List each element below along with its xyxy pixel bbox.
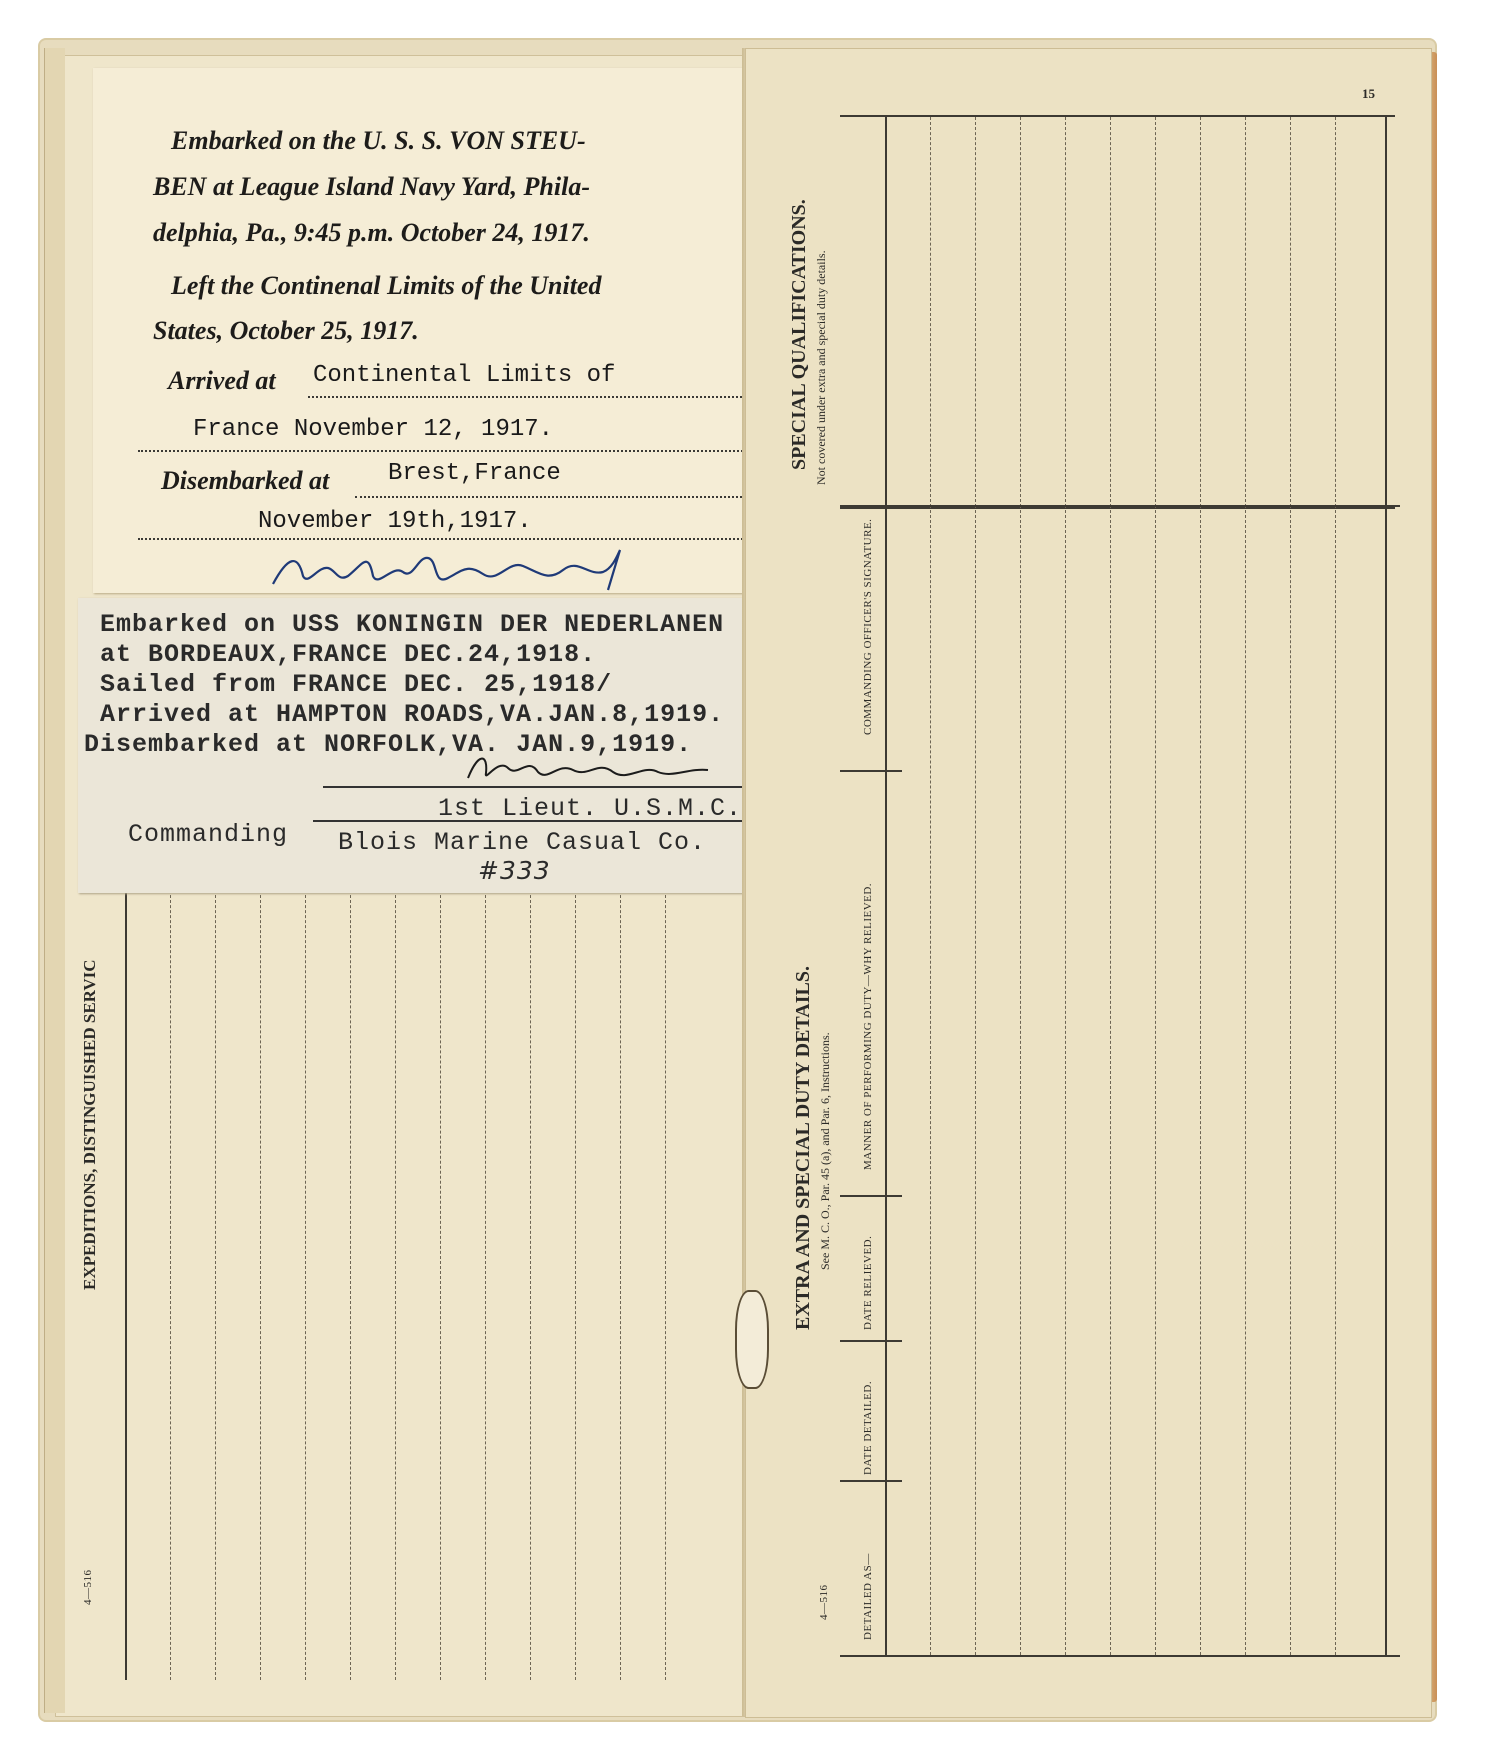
disembarked-value: Brest,France bbox=[388, 460, 561, 487]
arrived-value: Continental Limits of bbox=[313, 362, 616, 389]
left-page-edge bbox=[44, 48, 65, 1713]
embarkation-slip-1918 bbox=[78, 598, 750, 893]
signature-sutherland bbox=[268, 546, 628, 598]
left-side-heading: EXPEDITIONS, DISTINGUISHED SERVIC bbox=[80, 959, 99, 1290]
unit-name: Blois Marine Casual Co. bbox=[338, 828, 707, 857]
duty-details-subtitle: See M. C. O., Par. 45 (a), and Par. 6, Instructions. bbox=[818, 1032, 832, 1270]
page-number: 15 bbox=[1362, 86, 1375, 101]
left-form-number: 4—516 bbox=[82, 1569, 94, 1605]
slip2-line2: at BORDEAUX,FRANCE DEC.24,1918. bbox=[100, 640, 597, 669]
commanding-label: Commanding bbox=[128, 820, 289, 849]
slip1-line1: Embarked on the U. S. S. VON STEU- bbox=[171, 126, 586, 155]
unit-number: #333 bbox=[478, 856, 551, 885]
right-form-number: 4—516 bbox=[818, 1584, 830, 1620]
duty-details-title: EXTRA AND SPECIAL DUTY DETAILS. bbox=[792, 966, 814, 1330]
slip2-line5: Disembarked at NORFOLK,VA. JAN.9,1919. bbox=[84, 730, 693, 759]
slip1-line5: States, October 25, 1917. bbox=[153, 316, 419, 345]
disembarked-value-2: November 19th,1917. bbox=[258, 508, 532, 535]
arrived-value-2: France November 12, 1917. bbox=[193, 416, 554, 443]
slip1-line2: BEN at League Island Navy Yard, Phila- bbox=[153, 172, 590, 201]
slip2-line4: Arrived at HAMPTON ROADS,VA.JAN.8,1919. bbox=[100, 700, 725, 729]
column-co-signature: COMMANDING OFFICER'S SIGNATURE. bbox=[862, 518, 874, 735]
special-qualifications-table bbox=[840, 115, 1395, 509]
column-detailed-as: DETAILED AS— bbox=[862, 1553, 874, 1640]
special-qualifications-subtitle: Not covered under extra and special duty details. bbox=[814, 250, 828, 485]
slip1-line3: delphia, Pa., 9:45 p.m. October 24, 1917. bbox=[153, 218, 590, 247]
column-manner-of-duty: MANNER OF PERFORMING DUTY—WHY RELIEVED. bbox=[862, 882, 874, 1170]
duty-details-table bbox=[840, 505, 1400, 1657]
slip1-line4: Left the Continenal Limits of the United bbox=[171, 271, 602, 300]
column-date-relieved: DATE RELIEVED. bbox=[862, 1235, 874, 1330]
binding-hole bbox=[735, 1290, 769, 1389]
disembarked-label: Disembarked at bbox=[161, 466, 330, 495]
arrived-label: Arrived at bbox=[168, 366, 276, 395]
left-ruled-area bbox=[125, 880, 700, 1680]
slip2-line1: Embarked on USS KONINGIN DER NEDERLANEN bbox=[100, 610, 725, 639]
officer-rank: 1st Lieut. U.S.M.C. bbox=[438, 794, 743, 823]
special-qualifications-title: SPECIAL QUALIFICATIONS. bbox=[788, 199, 810, 470]
column-date-detailed: DATE DETAILED. bbox=[862, 1380, 874, 1475]
embarkation-slip-1917 bbox=[93, 68, 768, 593]
slip2-line3: Sailed from FRANCE DEC. 25,1918/ bbox=[100, 670, 613, 699]
